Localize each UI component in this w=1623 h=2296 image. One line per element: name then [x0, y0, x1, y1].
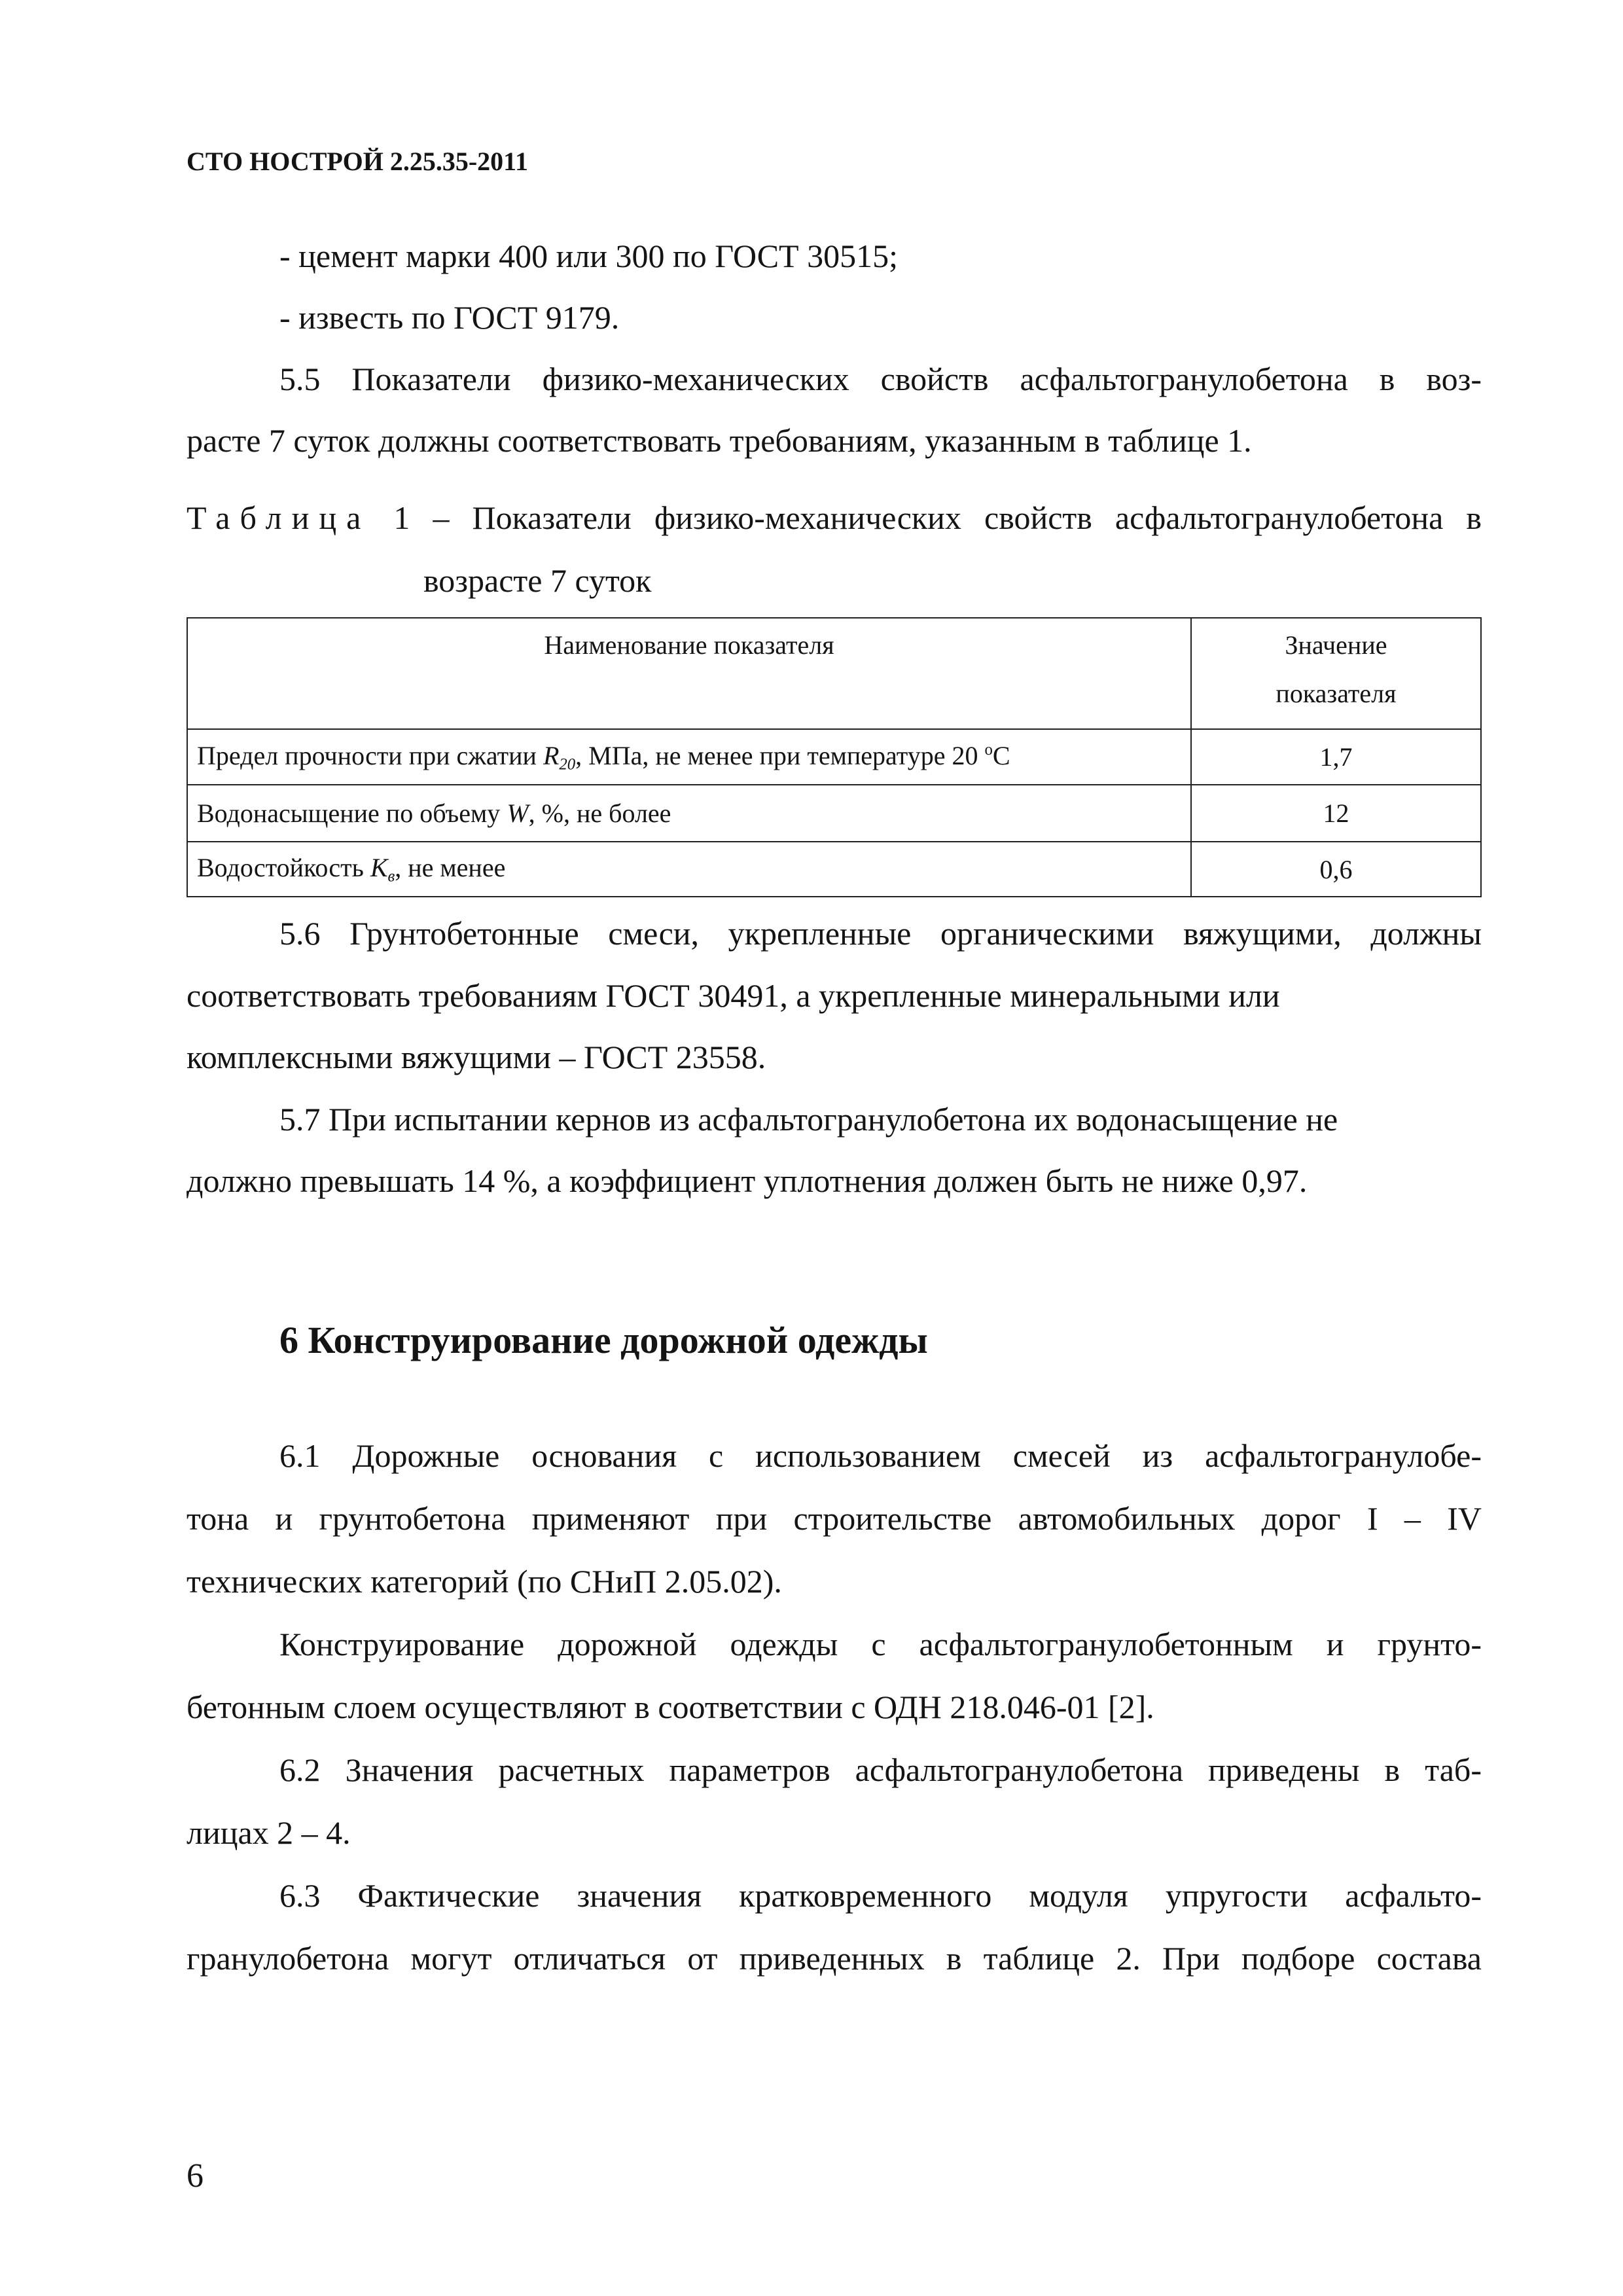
clause-5-5-line-1: 5.5 Показатели физико-механических свойств асфальтогранулобетона в воз-	[279, 361, 1482, 397]
clause-6-3-line-1: 6.3 Фактические значения кратковременного модуля упругости асфальто-	[279, 1877, 1482, 1914]
cell-text: Водонасыщение по объему	[197, 798, 507, 828]
clause-5-6-line-2: соответствовать требованиям ГОСТ 30491, а укрепленные минеральными или	[187, 977, 1280, 1014]
value-water-resistance: 0,6	[1191, 842, 1481, 897]
subscript-20: 20	[559, 755, 576, 774]
document-code-header: СТО НОСТРОЙ 2.25.35-2011	[187, 147, 528, 176]
unit-celsius: С	[992, 740, 1010, 770]
clause-5-5-line-2: расте 7 суток должны соответствовать требованиям, указанным в таблице 1.	[187, 422, 1252, 459]
clause-6-1-line-3: технических категорий (по СНиП 2.05.02).	[187, 1563, 782, 1600]
table-row	[187, 842, 1481, 897]
section-6-body	[187, 1424, 1482, 1990]
page-number: 6	[187, 2157, 204, 2195]
properties-table	[187, 617, 1482, 897]
table-caption-line-2: возрасте 7 суток	[423, 562, 652, 599]
list-item-lime: - известь по ГОСТ 9179.	[279, 299, 620, 336]
materials-and-clause-5-5	[187, 225, 1482, 471]
cell-text: , %, не более	[528, 798, 671, 828]
table-caption-label: Таблица	[187, 499, 371, 536]
clause-6-2-line-1: 6.2 Значения расчетных параметров асфальтогранулобетона приведены в таб-	[279, 1751, 1482, 1788]
table-row	[187, 729, 1481, 785]
section-6-heading: 6 Конструирование дорожной одежды	[279, 1319, 928, 1361]
cell-text: Предел прочности при сжатии	[197, 740, 543, 770]
table-caption-title: 1 – Показатели физико-механических свойств асфальтогранулобетона в	[370, 499, 1482, 536]
clause-6-2-line-2: лицах 2 – 4.	[187, 1814, 351, 1851]
clause-6-1-line-1: 6.1 Дорожные основания с использованием смесей из асфальтогранулобе-	[279, 1437, 1482, 1474]
degree-sign: о	[984, 740, 993, 759]
list-item-cement: - цемент марки 400 или 300 по ГОСТ 30515;	[279, 238, 898, 274]
cell-text: , не менее	[395, 853, 506, 883]
header-value-line-1: Значение	[1285, 630, 1387, 660]
clause-5-7-line-1: 5.7 При испытании кернов из асфальтогранулобетона их водонасыщение не	[279, 1100, 1338, 1138]
clause-5-6-line-3: комплексными вяжущими – ГОСТ 23558.	[187, 1039, 766, 1075]
clause-6-3-line-2: гранулобетона могут отличаться от приведенных в таблице 2. При подборе состава	[187, 1940, 1482, 1977]
cell-text: , МПа, не менее при температуре 20	[575, 740, 985, 770]
table-caption-line-1	[187, 486, 1482, 549]
cell-text: Водостойкость	[197, 853, 370, 883]
clause-6-1-line-2: тона и грунтобетона применяют при строительстве автомобильных дорог I – IV	[187, 1500, 1482, 1537]
indicator-water-resistance	[187, 842, 1191, 897]
value-compressive-strength: 1,7	[1191, 729, 1481, 785]
design-paragraph-line-2: бетонным слоем осуществляют в соответствии с ОДН 218.046-01 [2].	[187, 1689, 1154, 1725]
indicator-water-saturation	[187, 785, 1191, 842]
value-water-saturation: 12	[1191, 785, 1481, 842]
table-1-caption	[187, 486, 1482, 612]
clause-5-6-line-1: 5.6 Грунтобетонные смеси, укрепленные органическими вяжущими, должны	[279, 915, 1482, 952]
header-indicator-value	[1191, 618, 1481, 729]
clause-5-7-line-2: должно превышать 14 %, а коэффициент уплотнения должен быть не ниже 0,97.	[187, 1162, 1308, 1199]
table-header-row	[187, 618, 1481, 729]
header-value-line-2: показателя	[1275, 679, 1397, 708]
header-indicator-name: Наименование показателя	[187, 618, 1191, 729]
subscript-v: в	[387, 867, 395, 886]
clauses-5-6-5-7	[187, 903, 1482, 1212]
design-paragraph-line-1: Конструирование дорожной одежды с асфальтогранулобетонным и грунто-	[279, 1626, 1482, 1662]
symbol-k: К	[370, 853, 388, 883]
symbol-r: R	[543, 740, 560, 770]
indicator-compressive-strength	[187, 729, 1191, 785]
symbol-w: W	[507, 798, 529, 828]
table-row	[187, 785, 1481, 842]
